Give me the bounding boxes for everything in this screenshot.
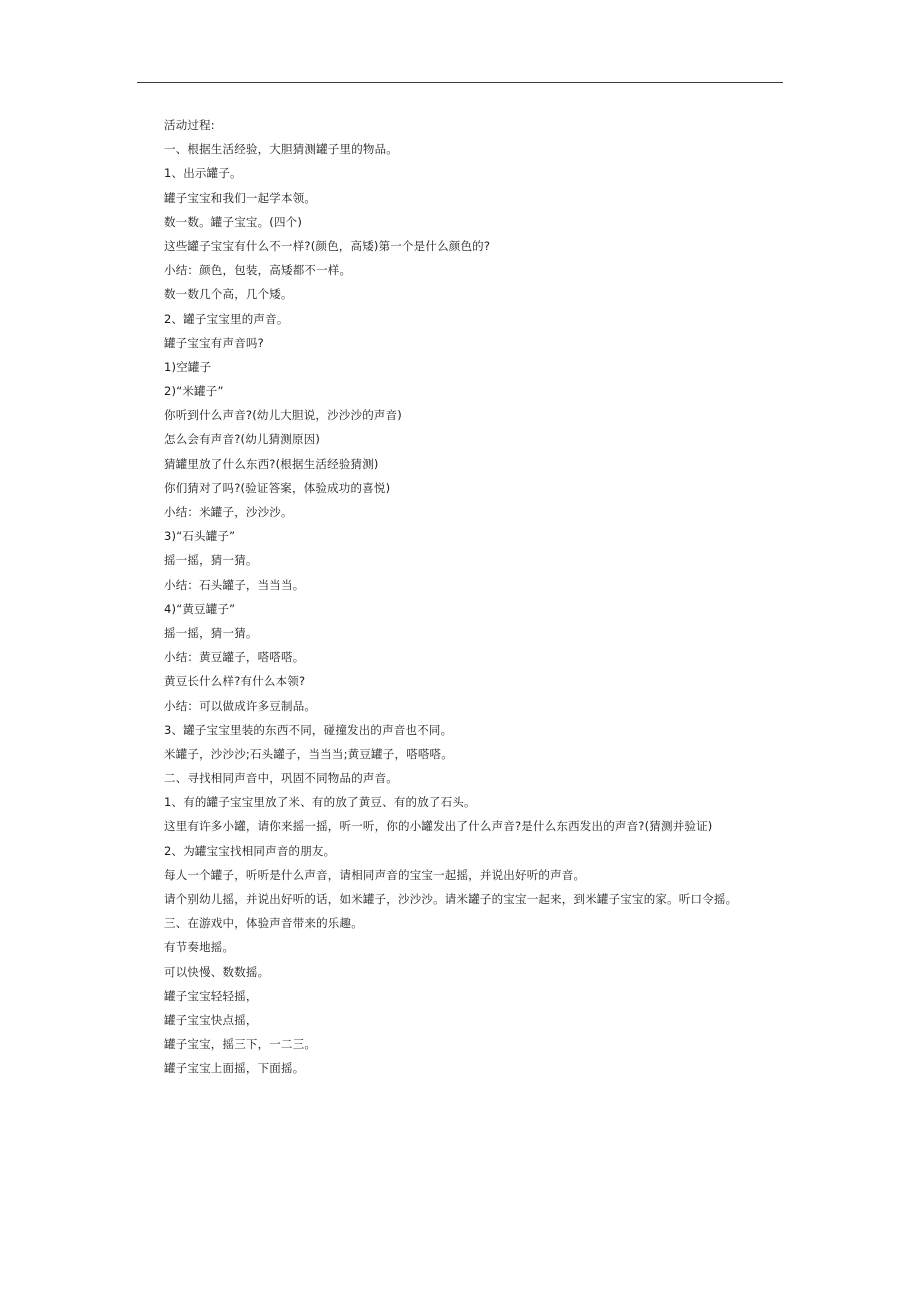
list-item: 3)“石头罐子” [164,529,236,544]
paragraph-line: 数一数。罐子宝宝。(四个) [164,214,303,229]
paragraph-line: 小结：石头罐子，当当当。 [164,577,305,592]
paragraph-line: 这里有许多小罐，请你来摇一摇，听一听，你的小罐发出了什么声音?是什么东西发出的声音?(猜测并验证) [164,819,713,834]
list-item: 2)“米罐子” [164,384,224,399]
paragraph-line: 罐子宝宝轻轻摇， [164,988,258,1003]
paragraph-line: 猜罐里放了什么东西?(根据生活经验猜测) [164,456,379,471]
list-item: 4)“黄豆罐子” [164,601,236,616]
paragraph-line: 小结：颜色，包装，高矮都不一样。 [164,263,352,278]
header-rule [137,82,783,83]
paragraph-line: 可以快慢、数数摇。 [164,964,270,979]
paragraph-line: 有节奏地摇。 [164,940,235,955]
paragraph-line: 这些罐子宝宝有什么不一样?(颜色，高矮)第一个是什么颜色的? [164,238,491,253]
paragraph-line: 摇一摇，猜一猜。 [164,553,258,568]
section-heading: 二、寻找相同声音中，巩固不同物品的声音。 [164,771,398,786]
subsection-heading: 3、罐子宝宝里装的东西不同，碰撞发出的声音也不同。 [164,722,453,737]
section-heading: 活动过程: [164,118,215,132]
paragraph-line: 小结：黄豆罐子，嗒嗒嗒。 [164,650,305,665]
list-item: 1)空罐子 [164,359,212,374]
paragraph-line: 罐子宝宝，摇三下，一二三。 [164,1037,317,1052]
subsection-heading: 2、为罐宝宝找相同声音的朋友。 [164,843,336,858]
paragraph-line: 你们猜对了吗?(验证答案，体验成功的喜悦) [164,480,391,495]
subsection-heading: 1、有的罐子宝宝里放了米、有的放了黄豆、有的放了石头。 [164,795,476,810]
document-body [164,113,784,1081]
paragraph-line: 罐子宝宝快点摇， [164,1012,258,1027]
paragraph-line: 罐子宝宝和我们一起学本领。 [164,190,317,205]
paragraph-line: 你听到什么声音?(幼儿大胆说，沙沙沙的声音) [164,408,402,423]
paragraph-line: 小结：可以做成许多豆制品。 [164,698,317,713]
paragraph-line: 罐子宝宝上面摇，下面摇。 [164,1061,305,1076]
subsection-heading: 2、罐子宝宝里的声音。 [164,311,289,326]
section-heading: 一、根据生活经验，大胆猜测罐子里的物品。 [164,142,398,157]
paragraph-line: 黄豆长什么样?有什么本领? [164,674,306,689]
paragraph-line: 请个别幼儿摇，并说出好听的话，如米罐子，沙沙沙。请米罐子的宝宝一起来，到米罐子宝宝的家。听口令摇。 [164,892,738,906]
paragraph-line: 怎么会有声音?(幼儿猜测原因) [164,432,321,447]
paragraph-line: 每人一个罐子，听听是什么声音，请相同声音的宝宝一起摇，并说出好听的声音。 [164,867,586,882]
section-heading: 三、在游戏中，体验声音带来的乐趣。 [164,916,363,931]
paragraph-line: 米罐子，沙沙沙;石头罐子，当当当;黄豆罐子，嗒嗒嗒。 [164,746,453,761]
paragraph-line: 数一数几个高，几个矮。 [164,287,293,302]
subsection-heading: 1、出示罐子。 [164,166,242,181]
paragraph-line: 小结：米罐子，沙沙沙。 [164,505,293,519]
paragraph-line: 罐子宝宝有声音吗? [164,335,264,350]
paragraph-line: 摇一摇，猜一猜。 [164,625,258,640]
